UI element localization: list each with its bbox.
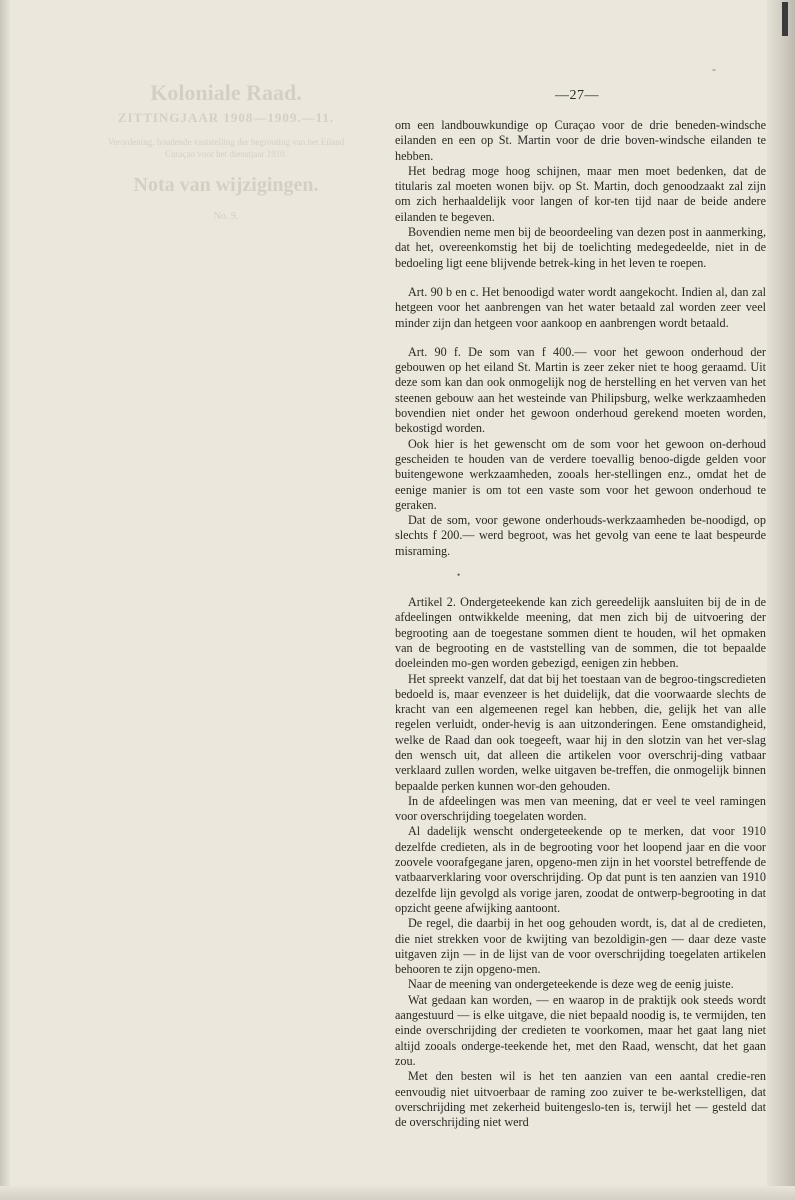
ghost-heading: Nota van wijzigingen. xyxy=(133,174,319,196)
body-text xyxy=(395,118,766,1130)
page-bottom-edge xyxy=(0,1186,795,1200)
bleed-through-text xyxy=(96,80,356,222)
ghost-title: Koloniale Raad. xyxy=(150,80,302,105)
paragraph: Al dadelijk wenscht ondergeteekende op te merken, dat voor 1910 dezelfde credieten, als in de begrooting voor het loopend jaar en die voor zoovele voorafgegane jaren, opgeno-men zijn in het voorstel betreffende de vatbaarverklaring voor overschrijding. Op dat punt is ten aanzien van 1910 dezelfde lijn gevolgd als vorige jaren, zoodat de ontwerp-begrooting in dat opzicht geene afwijking aantoont. xyxy=(395,824,766,915)
paragraph: Met den besten wil is het ten aanzien van een aantal credie-ren eenvoudig niet uitvoerbaar de raming zoo zuiver te be-werkstelligen, dat overschrijding met zekerheid buitengeslo-ten is, terwijl het — gesteld dat de overschrijding niet werd xyxy=(395,1069,766,1130)
ghost-subtitle: Verordening, houdende vaststelling der begrooting van het Eiland Curaçao voor het dienstjaar 1910. xyxy=(107,137,345,159)
paragraph: Wat gedaan kan worden, — en waarop in de praktijk ook steeds wordt aangestuurd — is elke uitgave, die niet bepaald noodig is, te vermijden, ten einde overschrijding der credieten te voorkomen, maar het gaat lang niet altijd zooals onderge-teekende het, met den Raad, wenscht, dat het gaan zou. xyxy=(395,992,766,1068)
paragraph: Ook hier is het gewenscht om de som voor het gewoon on-derhoud gescheiden te houden van de verdere toevallig benoo-digde gelden voor buitengewone werkzaamheden, zooals her-stellingen enz., omdat het de eenige manier is om tot een vaste som voor het gewoon onderhoud te geraken. xyxy=(395,436,766,512)
page-left-edge xyxy=(0,0,10,1200)
paragraph: Bovendien neme men bij de beoordeeling van dezen post in aanmerking, dat het, overeenkomstig het bij de toelichting medegedeelde, niet in de bedoeling ligt eene blijvende betrek-king in het leven te roepen. xyxy=(395,225,766,270)
paragraph-art-90bc: Art. 90 b en c. Het benoodigd water wordt aangekocht. Indien al, dan zal hetgeen voor het aanbrengen van het water betaald zal worden zeer veel minder zijn dan hetgeen voor aankoop en aanbrengen wordt betaald. xyxy=(395,284,766,330)
ghost-number: No. 9. xyxy=(213,211,239,222)
paragraph-art-90f: Art. 90 f. De som van f 400.— voor het gewoon onderhoud der gebouwen op het eiland St. Martin is zeer zeker niet te hoog geraamd. Uit deze som kan dan ook onmogelijk nog de herstelling en het verven van het steenen gebouw aan het westeinde van Philipsburg, welke werkzaamheden bovendien niet onder het gewoon onderhoud gerekend moeten worden, bekostigd worden. xyxy=(395,344,766,436)
page-right-edge xyxy=(767,0,795,1200)
ink-dot: • xyxy=(457,570,461,580)
paragraph-artikel-2: Artikel 2. Ondergeteekende kan zich gereedelijk aansluiten bij de in de afdeelingen ontwikkelde meening, dat men zich bij de uitvoering der begrooting aan de toegestane sommen dient te houden, wil het opmaken van de begrooting en de vaststelling van de sommen, die tot bepaalde doeleinden mo-gen worden gebezigd, eenigen zin hebben. xyxy=(395,595,766,671)
paragraph: Naar de meening van ondergeteekende is deze weg de eenig juiste. xyxy=(408,977,734,992)
paragraph: om een landbouwkundige op Curaçao voor de drie beneden-windsche eilanden en een op St. Martin voor de drie boven-windsche eilanden te hebben. xyxy=(395,118,766,163)
paragraph: In de afdeelingen was men van meening, dat er veel te veel ramingen voor overschrijding toegelaten worden. xyxy=(395,793,766,824)
paragraph: Dat de som, voor gewone onderhouds-werkzaamheden be-noodigd, op slechts f 200.— werd begroot, was het gevolg van eene te laat bespeurde misraming. xyxy=(395,513,766,558)
paragraph: Het bedrag moge hoog schijnen, maar men moet bedenken, dat de titularis zal moeten wonen bijv. op St. Martin, doch genoodzaakt zal zijn om zich herhaaldelijk voor langen of kor-ten tijd naar de beide andere eilanden te begeven. xyxy=(395,163,766,224)
paragraph: Het spreekt vanzelf, dat dat bij het toestaan van de begroo-tingscredieten bedoeld is, maar evenzeer is het duidelijk, dat die voorwaarde slechts de kracht van een algemeenen regel kan hebben, die, gelijk het van alle regelen verluidt, onder-hevig is aan uitzonderingen. Eene omstandigheid, welke de Raad dan ook toegeeft, waar hij in den slotzin van het ver-slag den wensch uit, dat alleen die artikelen voor overschrij-ding vatbaar verklaard zullen worden, welke uitgaven be-treffen, die onmogelijk binnen bepaalde perken kunnen wor-den gehouden. xyxy=(395,671,766,793)
page-number: —27— xyxy=(555,88,599,103)
ghost-session: ZITTINGJAAR 1908—1909.—11. xyxy=(117,110,335,125)
margin-marker xyxy=(782,2,788,36)
paragraph: De regel, die daarbij in het oog gehouden wordt, is, dat al de credieten, die niet strekken voor de kwijting van bezoldigin-gen — daar deze vaste uitgaven zijn — in de lijst van de voor overschrijding toegelaten artikelen behooren te zijn opgeno-men. xyxy=(395,916,766,977)
margin-dash: - xyxy=(712,62,716,76)
